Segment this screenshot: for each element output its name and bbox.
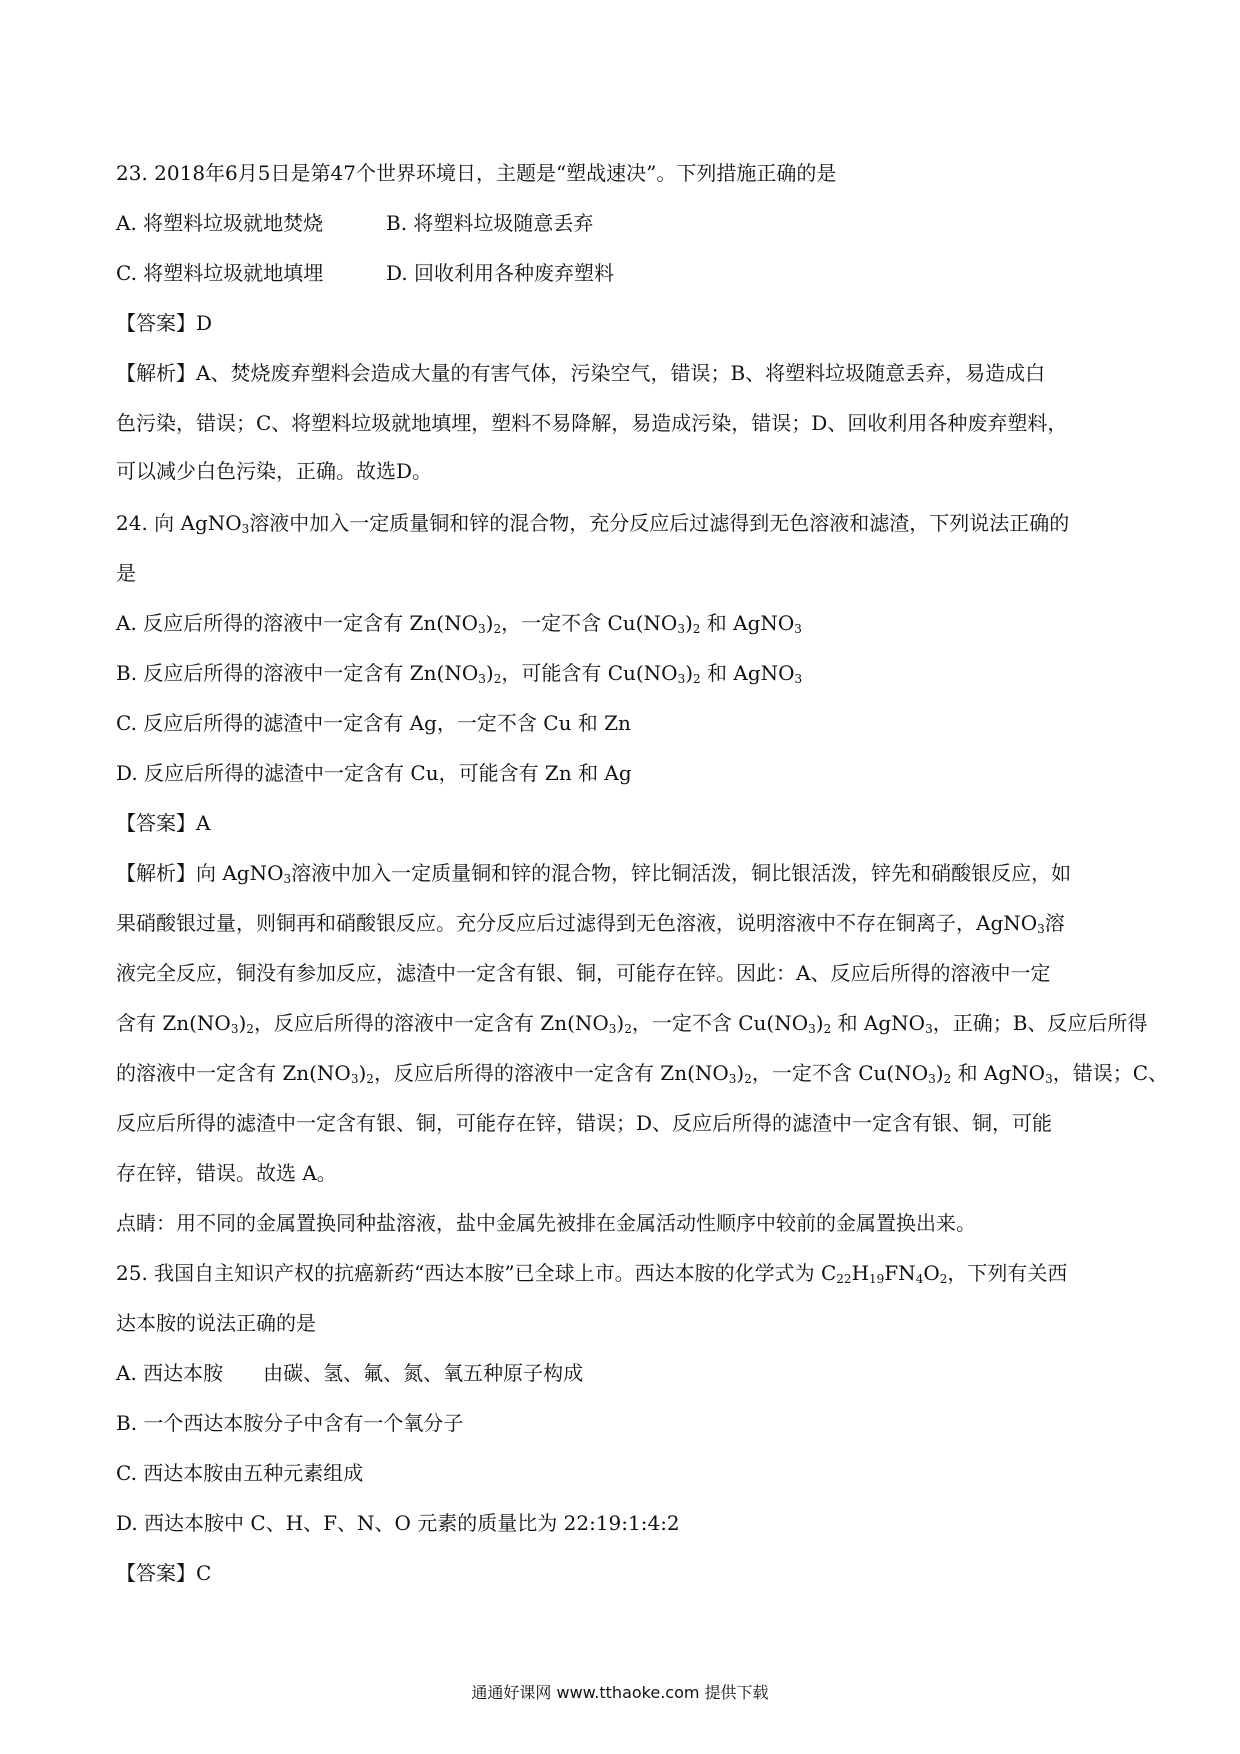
q23-analysis-line: 色污染，错误；C、将塑料垃圾就地填埋，塑料不易降解，易造成污染，错误；D、回收利用各种废弃塑料， [116,411,1068,435]
text-run: 溶液中加入一定质量铜和锌的混合物，锌比铜活泼，铜比银活泼，锌先和硝酸银反应，如 [291,861,1072,885]
q23-option-d: D. 回收利用各种废弃塑料 [386,261,615,285]
subscript: 2 [939,1272,948,1286]
text-run: FN [884,1261,916,1285]
q25-stem [116,1260,1067,1286]
q23-option-a: A. 将塑料垃圾就地焚烧 [116,211,324,235]
text-run: ，一定不含 Cu(NO [501,611,678,635]
subscript: 2 [366,1072,374,1086]
text-run: ，一定不含 Cu(NO [631,1011,809,1035]
subscript: 3 [794,672,803,686]
text-run: 和 AgNO [700,661,795,685]
text-run: ) [238,1011,247,1035]
subscript: 2 [624,1022,632,1036]
q23-option-c: C. 将塑料垃圾就地填埋 [116,261,324,285]
text-run: B. 反应后所得的溶液中一定含有 Zn(NO [116,661,479,685]
text-run: ) [815,1011,824,1035]
subscript: 2 [493,672,502,686]
page-footer: 通通好课网 www.tthaoke.com 提供下载 [471,1683,769,1702]
subscript: 19 [869,1272,885,1286]
q24-stem [116,510,1069,536]
q25-option-b: B. 一个西达本胺分子中含有一个氧分子 [116,1411,464,1435]
q23-answer: 【答案】D [116,311,213,335]
text-run: ，下列有关西 [947,1261,1068,1285]
text-run: ) [685,661,694,685]
subscript: 2 [744,1072,752,1086]
text-run: ，错误；C、 [1052,1061,1169,1085]
subscript: 3 [478,622,486,636]
subscript: 3 [350,1072,359,1086]
q24-option-b [116,660,802,686]
subscript: 3 [728,1072,737,1086]
subscript: 2 [823,1022,832,1036]
q24-analysis-line [116,960,1050,986]
q24-analysis-line [116,1160,337,1186]
text-run: ) [358,1061,367,1085]
subscript: 3 [478,672,486,686]
subscript: 3 [928,1072,936,1086]
text-run: H [851,1261,870,1285]
q24-option-a [116,610,802,636]
text-run: A. 反应后所得的溶液中一定含有 Zn(NO [116,611,478,635]
subscript: 3 [608,1022,617,1036]
q24-analysis-line [116,860,1071,886]
text-run: ，反应后所得的溶液中一定含有 Zn(NO [373,1061,729,1085]
q24-answer: 【答案】A [116,811,211,835]
q25-option-a: A. 西达本胺 由碳、氢、氟、氮、氧五种原子构成 [116,1361,584,1385]
subscript: 3 [794,622,802,636]
subscript: 3 [677,672,686,686]
subscript: 3 [1045,1072,1053,1086]
subscript: 3 [677,622,685,636]
q24-option-c: C. 反应后所得的滤渣中一定含有 Ag，一定不含 Cu 和 Zn [116,711,631,735]
subscript: 2 [246,1022,254,1036]
text-run: 果硝酸银过量，则铜再和硝酸银反应。充分反应后过滤得到无色溶液，说明溶液中不存在铜离子，AgNO [116,911,1038,935]
text-run: 【解析】向 AgNO [116,861,284,885]
q25-stem-cont: 达本胺的说法正确的是 [116,1311,316,1335]
text-run: ) [616,1011,625,1035]
subscript: 2 [692,622,701,636]
text-run: 溶液中加入一定质量铜和锌的混合物，充分反应后过滤得到无色溶液和滤渣，下列说法正确的 [249,511,1070,535]
q23-analysis-line: 【解析】A、焚烧废弃塑料会造成大量的有害气体，污染空气，错误；B、将塑料垃圾随意丢弃，易造成白 [116,361,1046,385]
text-run: ，反应后所得的溶液中一定含有 Zn(NO [253,1011,609,1035]
text-run: 和 AgNO [831,1011,926,1035]
q23-stem: 23. 2018年6月5日是第47个世界环境日，主题是“塑战速决”。下列措施正确的是 [116,161,837,185]
text-run: 和 AgNO [700,611,795,635]
q24-analysis-line [116,1010,1147,1036]
subscript: 2 [493,622,502,636]
q25-option-d: D. 西达本胺中 C、H、F、N、O 元素的质量比为 22:19:1:4:2 [116,1511,680,1535]
q25-answer: 【答案】C [116,1561,212,1585]
q24-analysis-line [116,1110,1052,1136]
subscript: 3 [230,1022,239,1036]
q24-stem-cont: 是 [116,561,136,585]
text-run: 存在锌，错误。故选 A。 [116,1161,337,1185]
subscript: 3 [241,522,250,536]
text-run: ) [485,661,494,685]
text-run: 24. 向 AgNO [116,511,242,535]
q24-analysis-line [116,910,1065,936]
subscript: 3 [283,872,292,886]
text-run: ) [485,611,494,635]
q23-option-b: B. 将塑料垃圾随意丢弃 [386,211,594,235]
subscript: 2 [693,672,701,686]
text-run: 反应后所得的滤渣中一定含有银、铜，可能存在锌，错误；D、反应后所得的滤渣中一定含有银、铜，可能 [116,1111,1053,1135]
subscript: 3 [808,1022,816,1036]
text-run: ) [935,1061,944,1085]
text-run: ，一定不含 Cu(NO [751,1061,929,1085]
subscript: 4 [915,1272,924,1286]
q24-option-d: D. 反应后所得的滤渣中一定含有 Cu，可能含有 Zn 和 Ag [116,761,632,785]
text-run: 含有 Zn(NO [116,1011,231,1035]
subscript: 2 [943,1072,952,1086]
subscript: 3 [925,1022,933,1036]
text-run: 的溶液中一定含有 Zn(NO [116,1061,351,1085]
subscript: 22 [836,1272,852,1286]
q24-analysis-line [116,1060,1168,1086]
q25-option-c: C. 西达本胺由五种元素组成 [116,1461,364,1485]
text-run: ，正确；B、反应后所得 [932,1011,1148,1035]
q24-tip: 点睛：用不同的金属置换同种盐溶液，盐中金属先被排在金属活动性顺序中较前的金属置换出来。 [116,1211,976,1235]
text-run: O [923,1261,940,1285]
text-run: ) [736,1061,745,1085]
subscript: 3 [1037,922,1045,936]
text-run: ，可能含有 Cu(NO [501,661,678,685]
text-run: ) [684,611,693,635]
text-run: 和 AgNO [951,1061,1046,1085]
q23-analysis-line: 可以减少白色污染，正确。故选D。 [116,459,433,483]
text-run: 液完全反应，铜没有参加反应，滤渣中一定含有银、铜，可能存在锌。因此：A、反应后所得的溶液中一定 [116,961,1051,985]
text-run: 25. 我国自主知识产权的抗癌新药“西达本胺”已全球上市。西达本胺的化学式为 C [116,1261,837,1285]
text-run: 溶 [1044,911,1065,935]
